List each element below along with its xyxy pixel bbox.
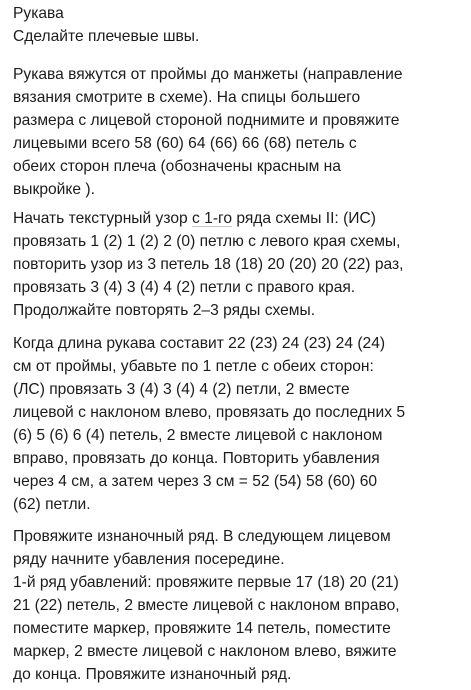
line-text: Начать текстурный узор [13, 210, 193, 227]
section-title: Рукава [13, 5, 64, 22]
paragraph-line: Рукава вяжутся от проймы до манжеты (направление [13, 66, 403, 83]
paragraph-line: маркер, 2 вместе лицевой с наклоном влево, вяжите [13, 643, 397, 660]
paragraph-line: см от проймы, убавьте по 1 петле с обеих сторон: [13, 358, 374, 375]
paragraph-line: (ЛС) провязать 3 (4) 3 (4) 4 (2) петли, 2 вместе [13, 381, 350, 398]
paragraph-line: (62) петли. [13, 496, 91, 513]
paragraph-line: (6) 5 (6) 6 (4) петель, 2 вместе лицевой с наклоном [13, 427, 383, 444]
paragraph-line [13, 207, 376, 230]
paragraph-line: Провяжите изнаночный ряд. В следующем лицевом [13, 528, 391, 545]
line-text: ряда схемы II: (ИС) [232, 210, 376, 227]
paragraph-line: через 4 см, а затем через 3 см = 52 (54) 58 (60) 60 [13, 473, 378, 490]
underlined-text: с 1-го [192, 210, 233, 227]
paragraph-line: до конца. Провяжите изнаночный ряд. [13, 666, 292, 683]
paragraph-line: лицевыми всего 58 (60) 64 (66) 66 (68) петель с [13, 135, 357, 152]
paragraph-line: Когда длина рукава составит 22 (23) 24 (23) 24 (24) [13, 335, 386, 352]
paragraph-line: размера с лицевой стороной поднимите и провяжите [13, 112, 400, 129]
paragraph-line: вязания смотрите в схеме). На спицы большего [13, 89, 361, 106]
paragraph-line: Продолжайте повторять 2–3 ряды схемы. [13, 302, 316, 319]
paragraph-line: поместите маркер, провяжите 14 петель, поместите [13, 620, 391, 637]
paragraph-line: вправо, провязать до конца. Повторить убавления [13, 450, 380, 467]
intro-line: Сделайте плечевые швы. [13, 28, 200, 45]
paragraph-line: провязать 1 (2) 1 (2) 2 (0) петлю с левого края схемы, [13, 233, 401, 250]
paragraph-line: обеих сторон плеча (обозначены красным на [13, 158, 341, 175]
paragraph-line: 21 (22) петель, 2 вместе лицевой с наклоном вправо, [13, 597, 400, 614]
paragraph-line: ряду начните убавления посередине. [13, 551, 285, 568]
paragraph-line: провязать 3 (4) 3 (4) 4 (2) петли с правого края. [13, 279, 356, 296]
paragraph-line: 1-й ряд убавлений: провяжите первые 17 (18) 20 (21) [13, 574, 399, 591]
paragraph-line: выкройке ). [13, 181, 95, 198]
paragraph-line: повторить узор из 3 петель 18 (18) 20 (20) 20 (22) раз, [13, 256, 404, 273]
paragraph-line: лицевой с наклоном влево, провязать до последних 5 [13, 404, 405, 421]
